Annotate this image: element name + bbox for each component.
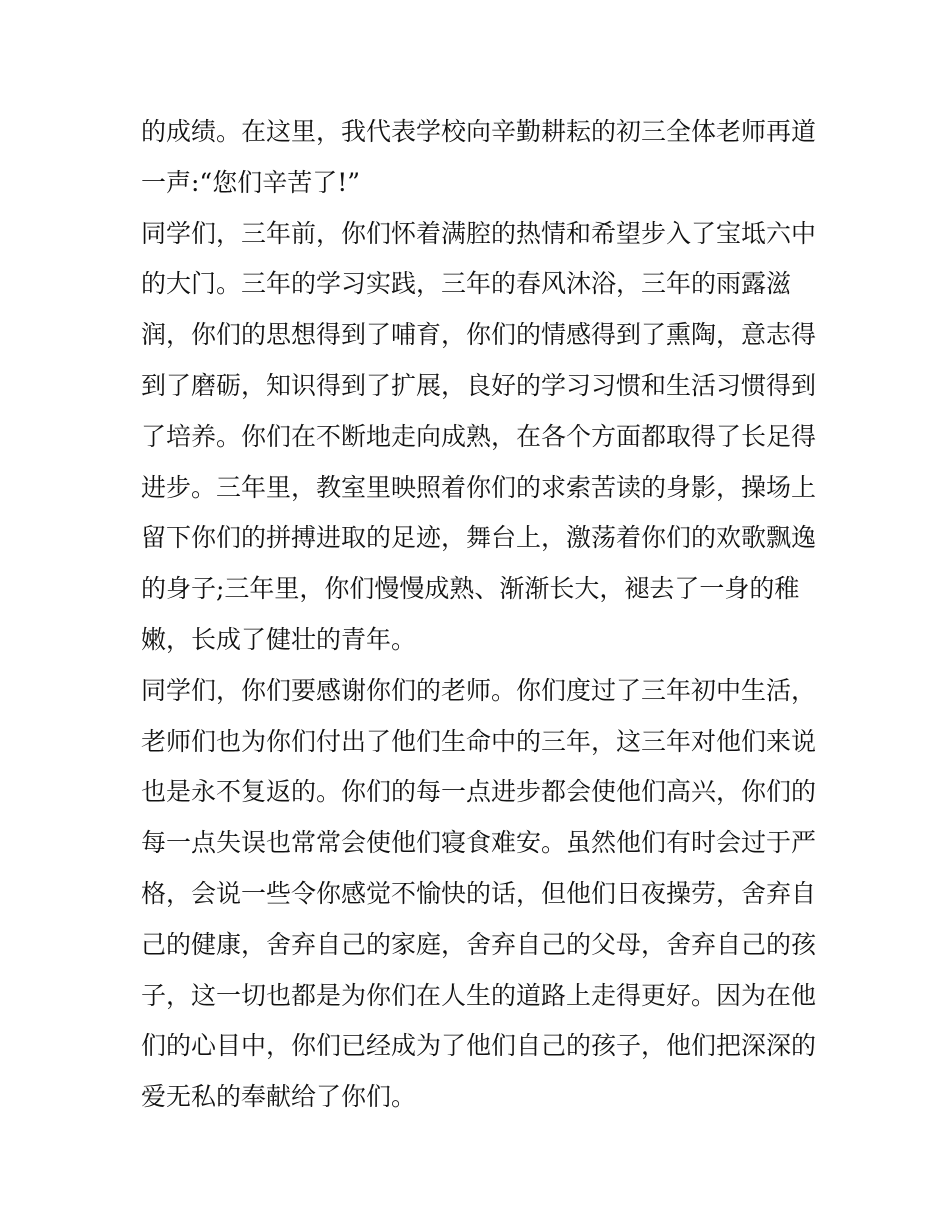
text-line: 每一点失误也常常会使他们寝食难安。虽然他们有时会过于严 — [141, 828, 817, 858]
text-line: 进步。三年里，教室里映照着你们的求索苦读的身影，操场上 — [141, 472, 817, 502]
text-line: 老师们也为你们付出了他们生命中的三年，这三年对他们来说 — [141, 726, 817, 756]
text-line: 一声:“您们辛苦了!” — [141, 167, 361, 197]
text-line: 的身子;三年里，你们慢慢成熟、渐渐长大，褪去了一身的稚 — [141, 574, 800, 604]
text-line: 留下你们的拼搏进取的足迹，舞台上，激荡着你们的欢歌飘逸 — [141, 523, 817, 553]
text-line: 同学们，三年前，你们怀着满腔的热情和希望步入了宝坻六中 — [141, 218, 817, 248]
text-line: 润，你们的思想得到了哺育，你们的情感得到了熏陶，意志得 — [141, 320, 817, 350]
text-line: 的成绩。在这里，我代表学校向辛勤耕耘的初三全体老师再道 — [141, 117, 817, 146]
text-line: 格，会说一些令你感觉不愉快的话，但他们日夜操劳，舍弃自 — [141, 878, 817, 908]
text-line: 们的心目中，你们已经成为了他们自己的孩子，他们把深深的 — [141, 1031, 817, 1061]
text-line: 己的健康，舍弃自己的家庭，舍弃自己的父母，舍弃自己的孩 — [141, 929, 817, 959]
text-line: 子，这一切也都是为你们在人生的道路上走得更好。因为在他 — [141, 980, 817, 1010]
text-line: 嫩，长成了健壮的青年。 — [141, 624, 417, 654]
text-line: 到了磨砺，知识得到了扩展，良好的学习习惯和生活习惯得到 — [141, 370, 817, 400]
text-line: 了培养。你们在不断地走向成熟，在各个方面都取得了长足得 — [141, 421, 817, 451]
text-line: 爱无私的奉献给了你们。 — [141, 1082, 417, 1112]
body-text — [141, 107, 821, 1123]
text-line: 同学们，你们要感谢你们的老师。你们度过了三年初中生活， — [141, 675, 817, 705]
text-line: 也是永不复返的。你们的每一点进步都会使他们高兴，你们的 — [141, 777, 817, 807]
text-line: 的大门。三年的学习实践，三年的春风沐浴，三年的雨露滋 — [141, 269, 792, 299]
